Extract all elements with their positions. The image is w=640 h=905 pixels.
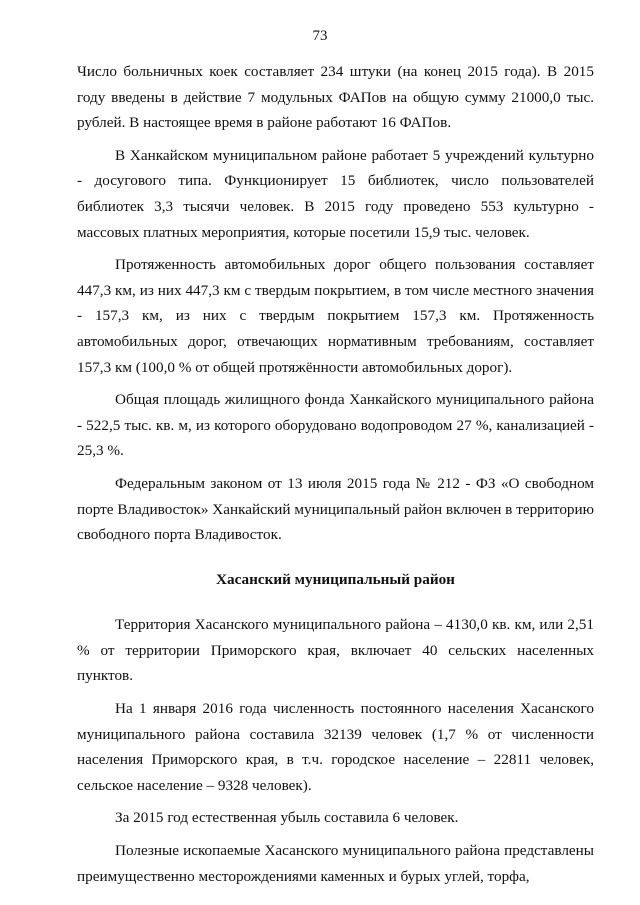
paragraph-natural-decline: За 2015 год естественная убыль составила 6 человек.: [115, 809, 459, 827]
document-body: [77, 59, 594, 896]
paragraph-roads: Протяженность автомобильных дорог общего пользования составляет 447,3 км, из них 447,3 км с твердым покрытием, в том числе местного значения - 157,3 км, из них с твердым покрытием 157,3 км. Протяженность автомобильных дорог, отвечающих нормативным требованиям, составляет 157,3 км (100,0 % от общей протяжённости автомобильных дорог).: [77, 256, 594, 376]
paragraph-housing: Общая площадь жилищного фонда Ханкайского муниципального района - 522,5 тыс. кв. м, из которого оборудовано водопроводом 27 %, канализацией - 25,3 %.: [77, 391, 594, 460]
paragraph-culture: В Ханкайском муниципальном районе работает 5 учреждений культурно - досугового типа. Функционирует 15 библиотек, число пользователей библиотек 3,3 тысячи человек. В 2015 году проведено 553 культурно - массовых платных мероприятия, которые посетили 15,9 тыс. человек.: [77, 146, 594, 241]
paragraph-hospital-beds: Число больничных коек составляет 234 штуки (на конец 2015 года). В 2015 году введены в действие 7 модульных ФАПов на общую сумму 21000,0 тыс. рублей. В настоящее время в районе работают 16 ФАПов.: [77, 63, 594, 132]
paragraph-population: На 1 января 2016 года численность постоянного населения Хасанского муниципального района составила 32139 человек (1,7 % от численности населения Приморского края, в т.ч. городское население – 22811 человек, сельское население – 9328 человек).: [77, 700, 594, 794]
section-heading: Хасанский муниципальный район: [216, 570, 455, 588]
paragraph-minerals: Полезные ископаемые Хасанского муниципального района представлены преимущественно месторождениями каменных и бурых углей, торфа,: [77, 842, 594, 885]
page-number: 73: [312, 28, 328, 44]
paragraph-territory: Территория Хасанского муниципального района – 4130,0 кв. км, или 2,51 % от территории Приморского края, включает 40 сельских населенных пунктов.: [77, 616, 594, 685]
paragraph-free-port: Федеральным законом от 13 июля 2015 года № 212 - ФЗ «О свободном порте Владивосток» Ханкайский муниципальный район включен в территорию свободного порта Владивосток.: [77, 474, 594, 544]
